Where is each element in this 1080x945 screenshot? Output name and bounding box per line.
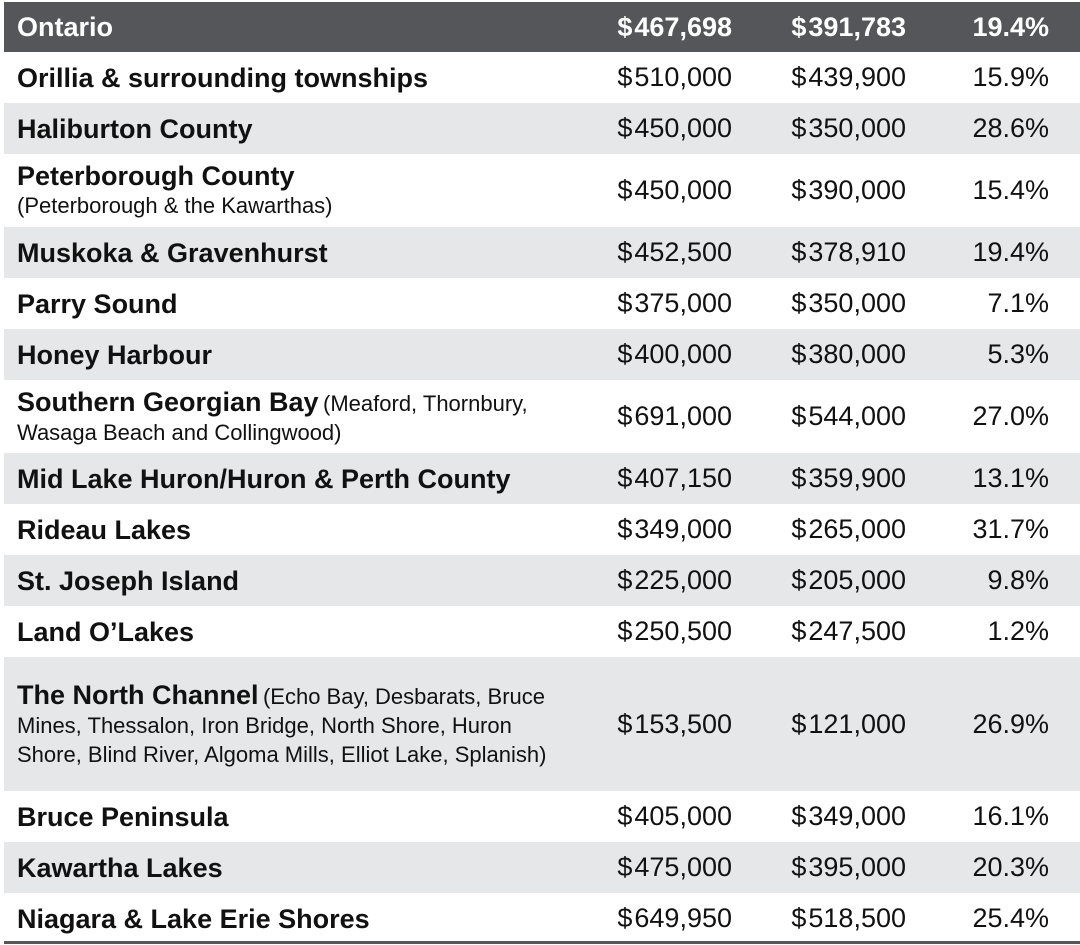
currency-symbol: $ bbox=[617, 62, 633, 92]
currency-symbol: $ bbox=[617, 903, 633, 933]
value-2020: 247,500 bbox=[808, 616, 906, 646]
currency-symbol: $ bbox=[617, 401, 633, 431]
currency-symbol: $ bbox=[791, 514, 807, 544]
value-2020-cell bbox=[732, 514, 906, 545]
region-name-cell bbox=[4, 802, 584, 832]
table-row bbox=[4, 278, 1080, 329]
value-2020: 378,910 bbox=[808, 237, 906, 267]
currency-symbol: $ bbox=[791, 401, 807, 431]
currency-symbol: $ bbox=[617, 113, 633, 143]
percent-change-cell bbox=[906, 616, 1049, 647]
region-name-cell bbox=[4, 238, 584, 268]
value-2020: 390,000 bbox=[808, 175, 906, 205]
value-2021: 467,698 bbox=[634, 11, 732, 42]
percent-change-cell bbox=[906, 288, 1049, 319]
region-name-cell bbox=[4, 853, 584, 883]
value-2020: 121,000 bbox=[808, 708, 906, 739]
table-bottom-rule bbox=[4, 941, 1080, 944]
value-2020: 518,500 bbox=[808, 903, 906, 933]
percent-change-cell bbox=[906, 175, 1049, 206]
region-name-cell bbox=[4, 12, 584, 42]
region-name-cell bbox=[4, 904, 584, 934]
value-2020: 205,000 bbox=[808, 565, 906, 595]
region-name-cell bbox=[4, 387, 584, 447]
percent-change: 31.7% bbox=[972, 514, 1049, 544]
region-name-cell bbox=[4, 566, 584, 596]
table-row bbox=[4, 154, 1080, 227]
value-2020: 350,000 bbox=[808, 113, 906, 143]
region-name: Southern Georgian Bay bbox=[17, 386, 319, 417]
percent-change: 25.4% bbox=[972, 903, 1049, 933]
currency-symbol: $ bbox=[791, 852, 807, 882]
value-2020-cell bbox=[732, 401, 906, 432]
table-row bbox=[4, 791, 1080, 842]
value-2021-cell bbox=[584, 12, 732, 43]
region-name: The North Channel bbox=[17, 679, 259, 710]
table-row bbox=[4, 555, 1080, 606]
percent-change: 27.0% bbox=[972, 401, 1049, 431]
currency-symbol: $ bbox=[791, 339, 807, 369]
percent-change: 9.8% bbox=[987, 565, 1049, 595]
region-detail: (Echo Bay, Desbarats, Bruce Mines, Thessalon, Iron Bridge, North Shore, Huron Shore, Blind River, Algoma Mills, Elliot Lake, Splanish) bbox=[17, 683, 547, 767]
percent-change-cell bbox=[906, 709, 1049, 740]
currency-symbol: $ bbox=[617, 175, 633, 205]
percent-change: 15.4% bbox=[972, 175, 1049, 205]
table-row bbox=[4, 227, 1080, 278]
value-2021: 153,500 bbox=[634, 708, 732, 739]
region-name: Niagara & Lake Erie Shores bbox=[17, 903, 370, 934]
value-2021-cell bbox=[584, 565, 732, 596]
region-detail: (Meaford, Thornbury, Wasaga Beach and Collingwood) bbox=[17, 390, 528, 445]
value-2021-cell bbox=[584, 463, 732, 494]
value-2020-cell bbox=[732, 801, 906, 832]
value-2021-cell bbox=[584, 113, 732, 144]
region-name-cell bbox=[4, 289, 584, 319]
currency-symbol: $ bbox=[791, 11, 807, 42]
percent-change: 1.2% bbox=[987, 616, 1049, 646]
value-2020-cell bbox=[732, 62, 906, 93]
value-2021-cell bbox=[584, 401, 732, 432]
region-name-cell bbox=[4, 680, 584, 769]
region-name-cell bbox=[4, 340, 584, 370]
region-name: Rideau Lakes bbox=[17, 514, 192, 545]
value-2020-cell bbox=[732, 237, 906, 268]
region-name: Honey Harbour bbox=[17, 339, 213, 370]
value-2021-cell bbox=[584, 709, 732, 740]
region-name: Bruce Peninsula bbox=[17, 801, 229, 832]
table-row bbox=[4, 606, 1080, 657]
region-detail: (Peterborough & the Kawarthas) bbox=[17, 193, 333, 218]
table-row bbox=[4, 893, 1080, 944]
value-2020-cell bbox=[732, 709, 906, 740]
currency-symbol: $ bbox=[791, 237, 807, 267]
value-2021-cell bbox=[584, 62, 732, 93]
percent-change: 19.4% bbox=[972, 11, 1049, 42]
value-2020: 350,000 bbox=[808, 288, 906, 318]
currency-symbol: $ bbox=[791, 463, 807, 493]
table-row bbox=[4, 329, 1080, 380]
value-2020: 395,000 bbox=[808, 852, 906, 882]
percent-change-cell bbox=[906, 401, 1049, 432]
region-name: Haliburton County bbox=[17, 113, 253, 144]
value-2020: 380,000 bbox=[808, 339, 906, 369]
value-2021: 250,500 bbox=[634, 616, 732, 646]
value-2021-cell bbox=[584, 801, 732, 832]
table-row bbox=[4, 657, 1080, 791]
value-2020: 359,900 bbox=[808, 463, 906, 493]
percent-change: 19.4% bbox=[972, 237, 1049, 267]
value-2021: 450,000 bbox=[634, 175, 732, 205]
value-2021: 475,000 bbox=[634, 852, 732, 882]
region-name: Muskoka & Gravenhurst bbox=[17, 237, 328, 268]
value-2020: 439,900 bbox=[808, 62, 906, 92]
region-name: Kawartha Lakes bbox=[17, 852, 223, 883]
value-2021: 691,000 bbox=[634, 401, 732, 431]
region-name-cell bbox=[4, 464, 584, 494]
currency-symbol: $ bbox=[791, 113, 807, 143]
percent-change-cell bbox=[906, 62, 1049, 93]
currency-symbol: $ bbox=[791, 708, 807, 739]
region-name: Orillia & surrounding townships bbox=[17, 62, 429, 93]
currency-symbol: $ bbox=[791, 62, 807, 92]
percent-change-cell bbox=[906, 339, 1049, 370]
currency-symbol: $ bbox=[791, 616, 807, 646]
region-name-cell bbox=[4, 161, 584, 220]
table-row bbox=[4, 504, 1080, 555]
value-2021: 450,000 bbox=[634, 113, 732, 143]
table-row bbox=[4, 103, 1080, 154]
currency-symbol: $ bbox=[617, 339, 633, 369]
region-name: St. Joseph Island bbox=[17, 565, 240, 596]
percent-change: 26.9% bbox=[972, 708, 1049, 739]
price-table bbox=[4, 2, 1080, 944]
value-2020: 544,000 bbox=[808, 401, 906, 431]
value-2021: 225,000 bbox=[634, 565, 732, 595]
currency-symbol: $ bbox=[791, 801, 807, 831]
table-header-row bbox=[4, 2, 1080, 52]
value-2020: 349,000 bbox=[808, 801, 906, 831]
value-2020-cell bbox=[732, 288, 906, 319]
region-name-cell bbox=[4, 515, 584, 545]
value-2021-cell bbox=[584, 616, 732, 647]
percent-change: 15.9% bbox=[972, 62, 1049, 92]
value-2020-cell bbox=[732, 565, 906, 596]
value-2020-cell bbox=[732, 852, 906, 883]
percent-change-cell bbox=[906, 514, 1049, 545]
table-row bbox=[4, 842, 1080, 893]
currency-symbol: $ bbox=[617, 11, 633, 42]
value-2021: 405,000 bbox=[634, 801, 732, 831]
region-name: Mid Lake Huron/Huron & Perth County bbox=[17, 463, 511, 494]
value-2020-cell bbox=[732, 616, 906, 647]
value-2021-cell bbox=[584, 852, 732, 883]
percent-change-cell bbox=[906, 463, 1049, 494]
region-name-cell bbox=[4, 617, 584, 647]
table-row bbox=[4, 52, 1080, 103]
percent-change: 13.1% bbox=[972, 463, 1049, 493]
percent-change-cell bbox=[906, 113, 1049, 144]
value-2020: 391,783 bbox=[808, 11, 906, 42]
table-row bbox=[4, 453, 1080, 504]
percent-change-cell bbox=[906, 852, 1049, 883]
value-2020-cell bbox=[732, 113, 906, 144]
percent-change: 20.3% bbox=[972, 852, 1049, 882]
value-2021-cell bbox=[584, 339, 732, 370]
currency-symbol: $ bbox=[617, 852, 633, 882]
region-name-cell bbox=[4, 63, 584, 93]
percent-change: 16.1% bbox=[972, 801, 1049, 831]
value-2021-cell bbox=[584, 237, 732, 268]
value-2021: 407,150 bbox=[634, 463, 732, 493]
value-2021-cell bbox=[584, 903, 732, 934]
currency-symbol: $ bbox=[617, 565, 633, 595]
percent-change-cell bbox=[906, 903, 1049, 934]
table-body bbox=[4, 52, 1080, 944]
currency-symbol: $ bbox=[791, 288, 807, 318]
region-name: Ontario bbox=[17, 12, 114, 42]
value-2020: 265,000 bbox=[808, 514, 906, 544]
value-2021-cell bbox=[584, 288, 732, 319]
percent-change: 5.3% bbox=[987, 339, 1049, 369]
value-2021: 649,950 bbox=[634, 903, 732, 933]
value-2021: 452,500 bbox=[634, 237, 732, 267]
change-cell bbox=[906, 12, 1049, 43]
value-2020-cell bbox=[732, 175, 906, 206]
percent-change: 28.6% bbox=[972, 113, 1049, 143]
region-name-cell bbox=[4, 114, 584, 144]
value-2020-cell bbox=[732, 339, 906, 370]
currency-symbol: $ bbox=[617, 708, 633, 739]
percent-change: 7.1% bbox=[987, 288, 1049, 318]
table-row bbox=[4, 380, 1080, 453]
value-2020-cell bbox=[732, 903, 906, 934]
region-name: Land O’Lakes bbox=[17, 616, 195, 647]
currency-symbol: $ bbox=[617, 616, 633, 646]
value-2021-cell bbox=[584, 175, 732, 206]
value-2021: 510,000 bbox=[634, 62, 732, 92]
currency-symbol: $ bbox=[791, 175, 807, 205]
currency-symbol: $ bbox=[791, 903, 807, 933]
percent-change-cell bbox=[906, 565, 1049, 596]
region-name: Parry Sound bbox=[17, 288, 178, 319]
currency-symbol: $ bbox=[617, 237, 633, 267]
currency-symbol: $ bbox=[617, 514, 633, 544]
value-2021: 349,000 bbox=[634, 514, 732, 544]
currency-symbol: $ bbox=[617, 288, 633, 318]
value-2020-cell bbox=[732, 12, 906, 43]
currency-symbol: $ bbox=[617, 463, 633, 493]
currency-symbol: $ bbox=[791, 565, 807, 595]
value-2021: 375,000 bbox=[634, 288, 732, 318]
currency-symbol: $ bbox=[617, 801, 633, 831]
percent-change-cell bbox=[906, 237, 1049, 268]
value-2020-cell bbox=[732, 463, 906, 494]
percent-change-cell bbox=[906, 801, 1049, 832]
value-2021-cell bbox=[584, 514, 732, 545]
region-name: Peterborough County bbox=[17, 161, 295, 191]
value-2021: 400,000 bbox=[634, 339, 732, 369]
